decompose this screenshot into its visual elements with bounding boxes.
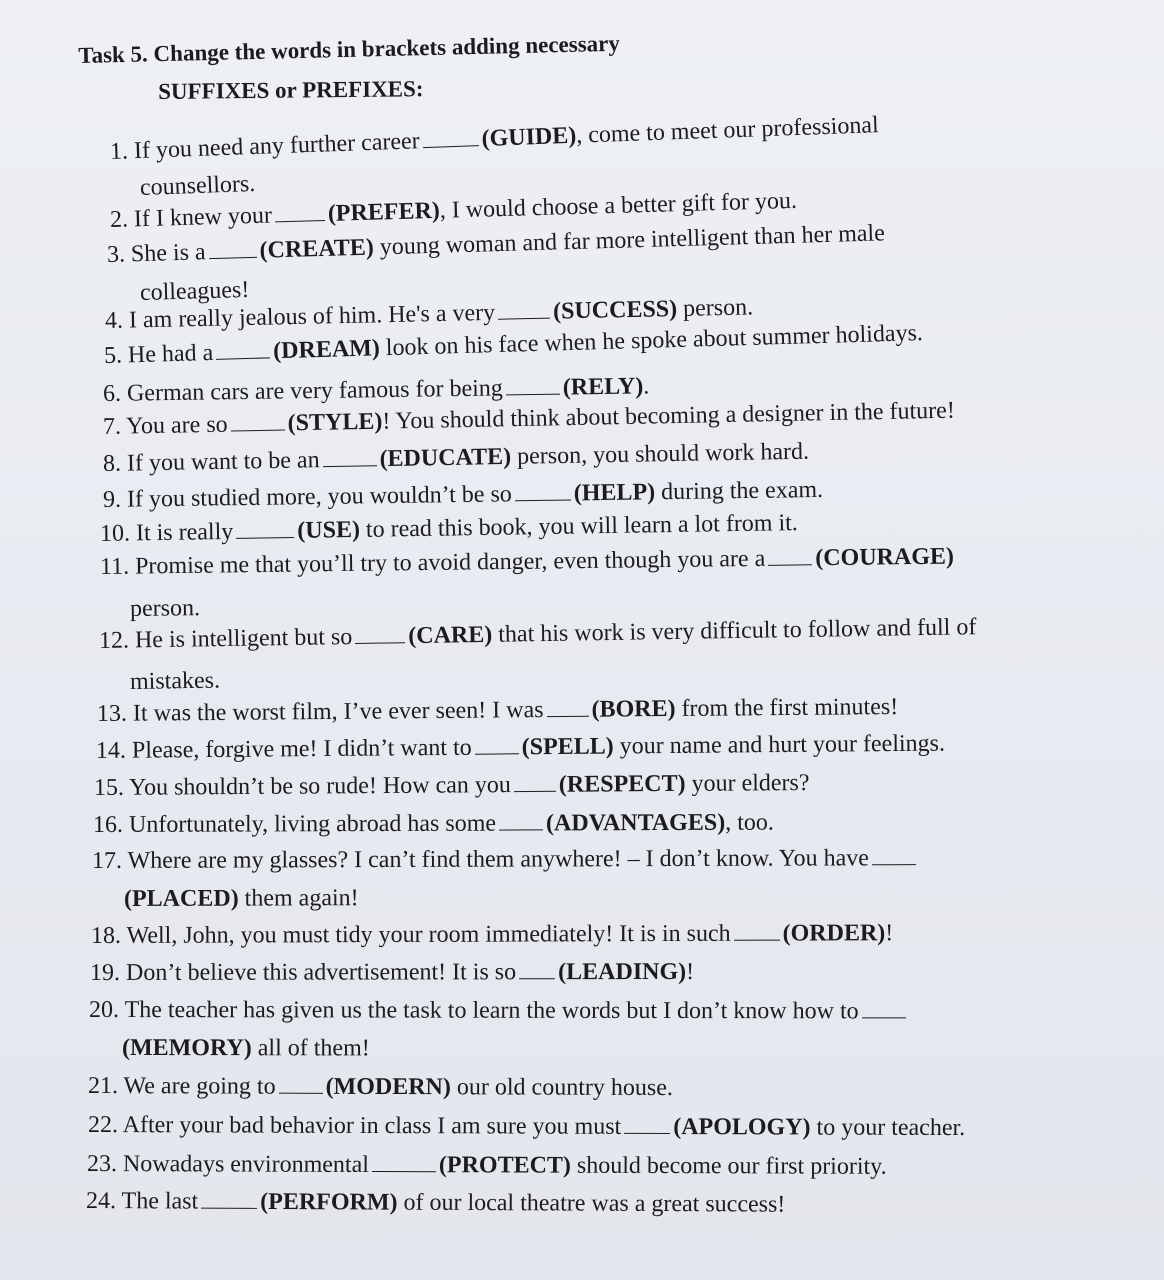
item-text-before: If you want to be an — [126, 447, 320, 477]
item-number: 23. — [86, 1151, 118, 1178]
item-text-after: during the exam. — [654, 476, 824, 506]
item-text-after: young woman and far more intelligent than her male — [373, 220, 886, 261]
bracket-word: (RESPECT) — [558, 770, 686, 798]
answer-blank[interactable] — [506, 376, 560, 396]
item-number: 17. — [91, 847, 123, 874]
bracket-word: (SUCCESS) — [552, 296, 678, 325]
answer-blank[interactable] — [230, 412, 284, 432]
answer-blank[interactable] — [872, 846, 916, 865]
exercise-item-continuation: person. — [129, 595, 201, 622]
answer-blank[interactable] — [208, 239, 257, 259]
item-text-before: After your bad behavior in class I am sure you must — [122, 1112, 622, 1140]
answer-blank[interactable] — [475, 735, 519, 754]
item-text-before: Nowadays environmental — [122, 1151, 369, 1178]
answer-blank[interactable] — [515, 481, 571, 501]
exercise-item — [91, 918, 893, 951]
answer-blank[interactable] — [862, 999, 906, 1018]
item-number: 10. — [99, 520, 131, 547]
item-text-before: Please, forgive me! I didn’t want to — [131, 734, 472, 764]
item-text-after: person. — [676, 294, 754, 323]
item-number: 21. — [87, 1073, 119, 1100]
item-number: 22. — [87, 1112, 119, 1139]
item-text-after: that his work is very difficult to follow and full of — [492, 614, 977, 648]
item-text-before: Where are my glasses? I can’t find them anywhere! – I don’t know. You have — [127, 845, 869, 874]
bracket-word: (DREAM) — [272, 335, 381, 365]
answer-blank[interactable] — [734, 922, 780, 941]
bracket-word: (PERFORM) — [260, 1188, 398, 1216]
bracket-word: (COURAGE) — [815, 543, 955, 572]
answer-blank[interactable] — [236, 519, 294, 539]
item-number: 18. — [90, 922, 122, 949]
item-text-before: If you studied more, you wouldn’t be so — [126, 481, 512, 513]
answer-blank[interactable] — [372, 1153, 436, 1172]
item-text-before: Well, John, you must tidy your room immediately! It is in such — [126, 920, 731, 949]
bracket-word: (CARE) — [408, 621, 493, 650]
answer-blank[interactable] — [201, 1190, 257, 1209]
item-text-before: If you need any further career — [133, 128, 421, 165]
item-number: 2. — [109, 206, 129, 233]
item-text-after: person, you should work hard. — [510, 438, 810, 470]
item-number: 20. — [88, 997, 120, 1024]
item-number: 4. — [104, 307, 124, 334]
bracket-word: (HELP) — [573, 479, 656, 507]
item-number: 11. — [99, 553, 130, 580]
item-text-after: your name and hurt your feelings. — [613, 730, 946, 760]
exercise-item — [87, 1149, 887, 1182]
item-text-after: your elders? — [685, 770, 810, 797]
answer-blank[interactable] — [279, 1075, 323, 1094]
exercise-item-continuation — [122, 1033, 370, 1063]
exercise-item — [94, 768, 810, 803]
exercise-item — [90, 957, 694, 988]
item-text-before: The teacher has given us the task to learn the words but I don’t know how to — [124, 997, 859, 1025]
exercise-item — [99, 612, 977, 656]
bracket-word: (SPELL) — [521, 733, 614, 761]
item-text-before: German cars are very famous for being — [126, 375, 503, 407]
bracket-word: (ADVANTAGES) — [545, 809, 726, 837]
answer-blank[interactable] — [514, 773, 556, 792]
item-text-after: , come to meet our professional — [575, 112, 880, 149]
bracket-word: (LEADING) — [558, 958, 687, 986]
bracket-word: (PREFER) — [327, 197, 441, 227]
item-text-after: should become our first priority. — [570, 1152, 887, 1180]
item-number: 14. — [95, 737, 127, 764]
bracket-word: (ORDER) — [782, 920, 886, 947]
exercise-item — [86, 1186, 785, 1220]
bracket-word: (MODERN) — [325, 1073, 451, 1101]
bracket-word: (MEMORY) — [121, 1035, 252, 1062]
bracket-word: (CREATE) — [259, 234, 375, 264]
item-text-after: to your teacher. — [810, 1114, 966, 1142]
exercise-item-continuation: colleagues! — [139, 276, 250, 306]
item-text-before: He had a — [127, 339, 214, 369]
item-text-before: The last — [121, 1188, 199, 1215]
item-text-before: He is intelligent but so — [134, 624, 353, 654]
answer-blank[interactable] — [519, 960, 555, 979]
exercise-item — [88, 1071, 673, 1103]
exercise-item — [103, 437, 810, 479]
exercise-item — [100, 508, 798, 549]
item-text-before: We are going to — [123, 1073, 276, 1100]
exercise-item-continuation — [124, 883, 359, 914]
item-text-before: Unfortunately, living abroad has some — [128, 810, 497, 838]
item-number: 12. — [98, 627, 130, 654]
bracket-word: (PLACED) — [123, 885, 239, 912]
item-text-before: You are so — [125, 411, 228, 440]
item-text-after: , I would choose a better gift for you. — [439, 187, 798, 224]
bracket-word: (USE) — [297, 516, 361, 544]
item-number: 8. — [102, 450, 122, 477]
answer-blank[interactable] — [322, 447, 376, 467]
item-number: 7. — [102, 413, 122, 440]
answer-blank[interactable] — [499, 811, 543, 830]
task-title: Task 5. Change the words in brackets adding necessary — [78, 30, 621, 68]
item-number: 19. — [89, 959, 121, 986]
item-text-before: Promise me that you’ll try to avoid danger, even though you are a — [134, 545, 766, 580]
exercise-item — [92, 843, 919, 876]
bracket-word: (EDUCATE) — [379, 443, 512, 473]
item-text-after: ! — [885, 920, 894, 947]
item-text-after: our old country house. — [450, 1074, 673, 1102]
exercise-item — [100, 542, 954, 582]
bracket-word: (RELY) — [562, 373, 644, 401]
item-number: 15. — [93, 774, 125, 801]
item-number: 1. — [109, 138, 129, 165]
item-text-before: It is really — [135, 518, 234, 547]
item-number: 16. — [92, 811, 124, 838]
answer-blank[interactable] — [216, 339, 271, 360]
answer-blank[interactable] — [422, 127, 479, 148]
answer-blank[interactable] — [624, 1115, 670, 1134]
item-text-after: them again! — [238, 885, 359, 912]
answer-blank[interactable] — [768, 546, 812, 566]
exercise-item — [96, 729, 945, 766]
item-text-after: . — [643, 373, 650, 400]
exercise-item — [97, 692, 898, 729]
item-text-after: to read this book, you will learn a lot from it. — [359, 510, 799, 543]
answer-blank[interactable] — [546, 698, 588, 717]
item-text-after: of our local theatre was a great success! — [397, 1189, 786, 1218]
item-number: 9. — [102, 486, 122, 513]
item-text-before: She is a — [130, 239, 206, 268]
exercise-item-continuation: counsellors. — [139, 170, 256, 201]
item-number: 5. — [103, 342, 123, 369]
item-text-after: look on his face when he spoke about summer holidays. — [379, 320, 924, 362]
bracket-word: (APOLOGY) — [673, 1114, 811, 1141]
bracket-word: (STYLE) — [287, 408, 383, 437]
task-subtitle: SUFFIXES or PREFIXES: — [158, 76, 424, 104]
item-number: 6. — [102, 380, 122, 407]
answer-blank[interactable] — [275, 202, 326, 222]
item-text-before: You shouldn’t be so rude! How can you — [129, 772, 511, 801]
exercise-item-continuation: mistakes. — [129, 667, 221, 695]
exercise-item — [109, 110, 879, 167]
bracket-word: (GUIDE) — [481, 122, 577, 153]
exercise-item — [88, 1110, 965, 1143]
item-text-after: , too. — [725, 809, 774, 836]
item-number: 13. — [96, 700, 128, 727]
item-text-after: ! You should think about becoming a designer in the future! — [382, 397, 956, 435]
item-text-before: I am really jealous of him. He's a very — [128, 299, 496, 334]
item-text-before: If I knew your — [133, 202, 273, 233]
item-text-after: ! — [686, 958, 695, 985]
item-text-after: all of them! — [251, 1035, 370, 1062]
exercise-item — [93, 808, 774, 840]
item-text-after: from the first minutes! — [675, 694, 899, 722]
item-number: 3. — [106, 241, 126, 268]
answer-blank[interactable] — [498, 300, 550, 320]
exercise-item — [89, 995, 909, 1026]
answer-blank[interactable] — [355, 624, 405, 644]
item-number: 24. — [85, 1188, 117, 1215]
bracket-word: (PROTECT) — [438, 1152, 571, 1179]
bracket-word: (BORE) — [591, 695, 676, 723]
item-text-before: Don’t believe this advertisement! It is so — [125, 959, 517, 986]
item-text-before: It was the worst film, I’ve ever seen! I was — [132, 697, 544, 727]
